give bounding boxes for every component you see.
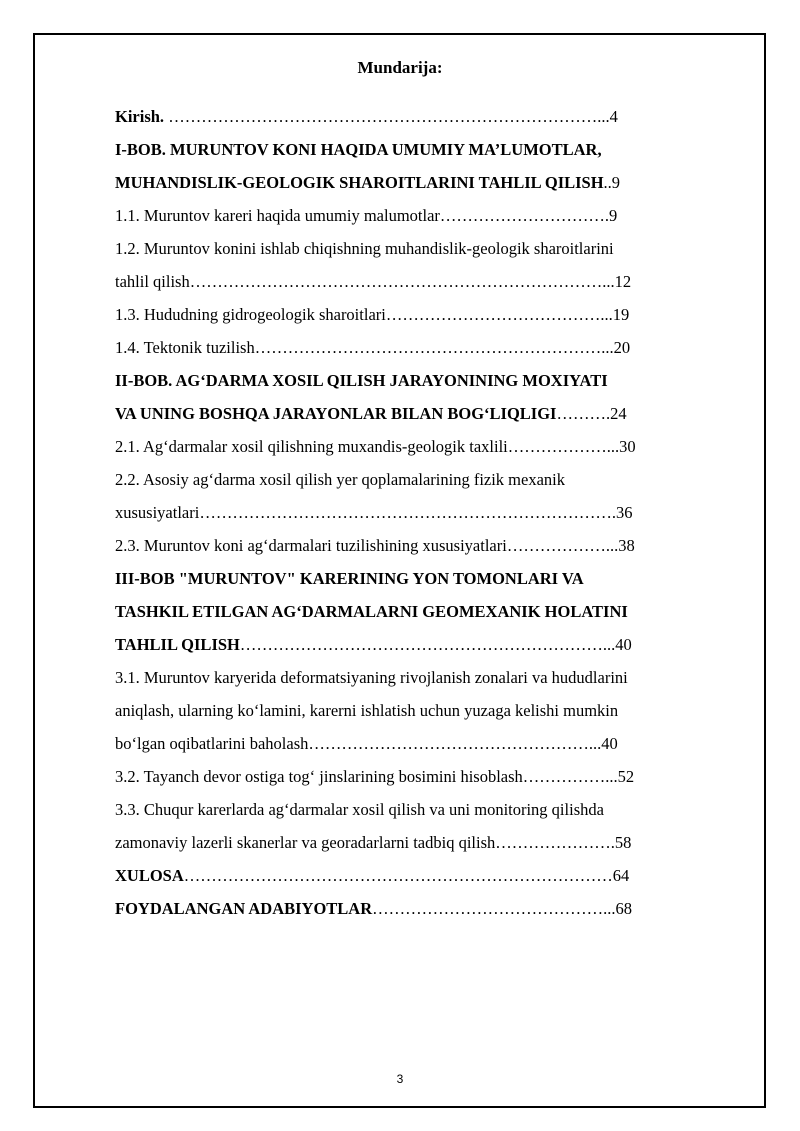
toc-entry bbox=[115, 364, 710, 397]
toc-entry bbox=[115, 199, 710, 232]
toc-entry-leader: ………………………………………………………... bbox=[254, 338, 614, 357]
toc-entry bbox=[115, 463, 710, 496]
toc-entry bbox=[115, 100, 710, 133]
toc-entry-text: aniqlash, ularning ko‘lamini, karerni ishlatish uchun yuzaga kelishi mumkin bbox=[115, 701, 619, 720]
toc-entry-text: TAHLIL QILISH bbox=[115, 635, 240, 654]
toc-entry-leader: ……………………………………... bbox=[372, 899, 616, 918]
toc-entry-text: tahlil qilish bbox=[115, 272, 190, 291]
toc-entry-page: 9 bbox=[609, 206, 618, 225]
toc-entry bbox=[115, 727, 710, 760]
toc-entry-text: 3.2. Tayanch devor ostiga tog‘ jinslarining bosimini hisoblash bbox=[115, 767, 523, 786]
toc-entry-leader: ……………... bbox=[522, 767, 618, 786]
toc-entry bbox=[115, 331, 710, 364]
toc-entry-leader: …………………. bbox=[495, 833, 615, 852]
toc-entry-page: 36 bbox=[615, 503, 633, 522]
toc-entry-text: bo‘lgan oqibatlarini baholash bbox=[115, 734, 309, 753]
toc-entry-page: 52 bbox=[617, 767, 635, 786]
toc-entry-text: II-BOB. AG‘DARMA XOSIL QILISH JARAYONINING MOXIYATI bbox=[115, 371, 608, 390]
toc-entry-text: 3.1. Muruntov karyerida deformatsiyaning rivojlanish zonalari va hududlarini bbox=[115, 668, 628, 687]
toc-entry-text: TASHKIL ETILGAN AG‘DARMALARNI GEOMEXANIK HOLATINI bbox=[115, 602, 628, 621]
toc-entry-page: 58 bbox=[614, 833, 632, 852]
toc-entry-page: 9 bbox=[611, 173, 621, 192]
toc-entry-leader: ………………... bbox=[506, 536, 619, 555]
toc-entry-text: 3.3. Chuqur karerlarda ag‘darmalar xosil qilish va uni monitoring qilishda bbox=[115, 800, 604, 819]
toc-entry-page: ..19 bbox=[604, 305, 630, 324]
toc-entry-page: 38 bbox=[618, 536, 635, 555]
toc-entry-page: 24 bbox=[610, 404, 627, 423]
toc-entry-text: zamonaviy lazerli skanerlar va georadarlarni tadbiq qilish bbox=[115, 833, 496, 852]
toc-entry-page: 68 bbox=[615, 899, 633, 918]
toc-entry bbox=[115, 892, 710, 925]
toc-entry bbox=[115, 496, 710, 529]
toc-entry bbox=[115, 529, 710, 562]
toc-entry-text: MUHANDISLIK-GEOLOGIK SHAROITLARINI TAHLIL QILISH bbox=[115, 173, 604, 192]
toc-entry bbox=[115, 430, 710, 463]
toc-entry bbox=[115, 133, 710, 166]
toc-entry-text: I-BOB. MURUNTOV KONI HAQIDA UMUMIY MA’LUMOTLAR, bbox=[115, 140, 602, 159]
toc-entry-text: 2.2. Asosiy ag‘darma xosil qilish yer qoplamalarining fizik mexanik bbox=[115, 470, 565, 489]
toc-entry-leader: …………………………………………………………... bbox=[239, 635, 616, 654]
toc-entry-text: 2.1. Ag‘darmalar xosil qilishning muxandis-geologik taxlili bbox=[115, 437, 508, 456]
toc-entry-leader: …………………………………………………………………… bbox=[183, 866, 613, 885]
toc-entry-page: 20 bbox=[613, 338, 631, 357]
toc-entry-text: xususiyatlari bbox=[115, 503, 200, 522]
toc-entry-page: 40 bbox=[615, 635, 632, 654]
toc-entry-text: XULOSA bbox=[115, 866, 184, 885]
toc-entry bbox=[115, 265, 710, 298]
toc-entry bbox=[115, 661, 710, 694]
toc-entry-text: Kirish. bbox=[115, 107, 169, 126]
toc-entry-leader: ………………... bbox=[507, 437, 620, 456]
toc-entry bbox=[115, 397, 710, 430]
toc-entry-text: III-BOB "MURUNTOV" KARERINING YON TOMONLARI VA bbox=[115, 569, 584, 588]
toc-entry-leader: ……………………………………………... bbox=[308, 734, 602, 753]
toc-entry bbox=[115, 298, 710, 331]
toc-entry bbox=[115, 628, 710, 661]
toc-entry bbox=[115, 760, 710, 793]
toc-entry-leader: …………………………………………………………………. bbox=[199, 503, 616, 522]
toc-entry bbox=[115, 595, 710, 628]
toc-entry-leader: …………………………………. bbox=[385, 305, 605, 324]
toc-entry-page: 4 bbox=[609, 107, 618, 126]
toc-entry-page: 30 bbox=[619, 437, 636, 456]
toc-entry-leader: ………. bbox=[556, 404, 611, 423]
table-of-contents bbox=[115, 100, 710, 925]
toc-entry-leader: …………………………………………………………………... bbox=[189, 272, 615, 291]
toc-entry-page: 12 bbox=[614, 272, 632, 291]
toc-entry-text: 1.2. Muruntov konini ishlab chiqishning muhandislik-geologik sharoitlarini bbox=[115, 239, 614, 258]
toc-entry bbox=[115, 232, 710, 265]
toc-entry-leader: …………………………. bbox=[439, 206, 610, 225]
toc-entry bbox=[115, 826, 710, 859]
toc-entry-text: FOYDALANGAN ADABIYOTLAR bbox=[115, 899, 373, 918]
toc-entry-page: 40 bbox=[601, 734, 618, 753]
toc-entry-text: 2.3. Muruntov koni ag‘darmalari tuzilishining xususiyatlari bbox=[115, 536, 507, 555]
toc-entry-page: 64 bbox=[612, 866, 630, 885]
toc-title: Mundarija: bbox=[357, 58, 443, 77]
page-number: 3 bbox=[396, 1072, 404, 1086]
toc-entry bbox=[115, 166, 710, 199]
toc-entry bbox=[115, 859, 710, 892]
toc-entry bbox=[115, 793, 710, 826]
toc-entry-leader: .. bbox=[603, 173, 612, 192]
toc-entry-text: 1.3. Hududning gidrogeologik sharoitlari bbox=[115, 305, 386, 324]
toc-entry bbox=[115, 562, 710, 595]
toc-entry-text: 1.4. Tektonik tuzilish bbox=[115, 338, 255, 357]
toc-entry-text: 1.1. Muruntov kareri haqida umumiy malumotlar bbox=[115, 206, 440, 225]
toc-entry-leader: ……………………………………………………………………... bbox=[168, 107, 610, 126]
toc-entry-text: VA UNING BOSHQA JARAYONLAR BILAN BOG‘LIQLIGI bbox=[115, 404, 557, 423]
toc-entry bbox=[115, 694, 710, 727]
